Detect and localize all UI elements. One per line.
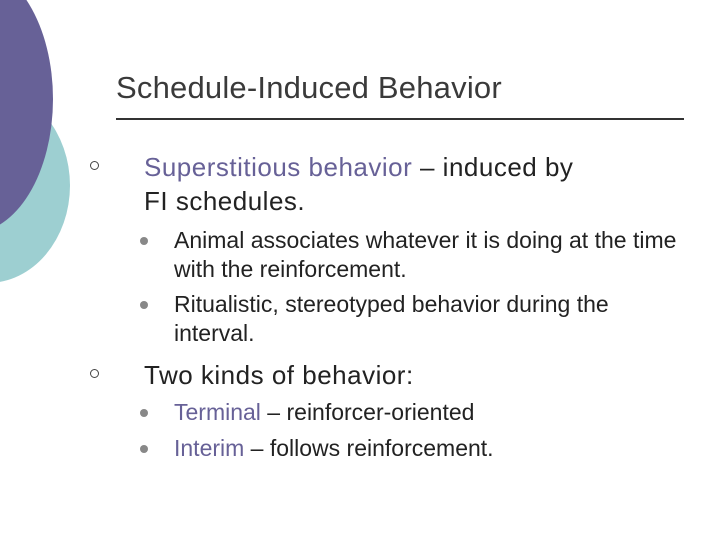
bullet-text: Two kinds of behavior: [144,360,414,390]
highlight-term: Superstitious behavior [144,152,413,182]
sub-bullet-text: – follows reinforcement. [244,435,494,461]
filled-dot-bullet-icon [140,409,148,417]
slide-title: Schedule-Induced Behavior [116,70,502,105]
sub-bullet-text: – reinforcer-oriented [260,399,475,425]
highlight-term: Interim [174,435,245,461]
highlight-term: Terminal [174,399,261,425]
sub-bullet-text: Animal associates whatever it is doing at the time with the reinforcement. [174,227,677,282]
filled-dot-bullet-icon [140,445,148,453]
sub-bullet-text: Ritualistic, stereotyped behavior during the interval. [174,291,609,346]
bullet-text: – induced by [412,152,574,182]
hollow-circle-bullet-icon [90,369,99,378]
hollow-circle-bullet-icon [90,161,99,170]
filled-dot-bullet-icon [140,301,148,309]
filled-dot-bullet-icon [140,237,148,245]
title-divider [116,118,684,120]
